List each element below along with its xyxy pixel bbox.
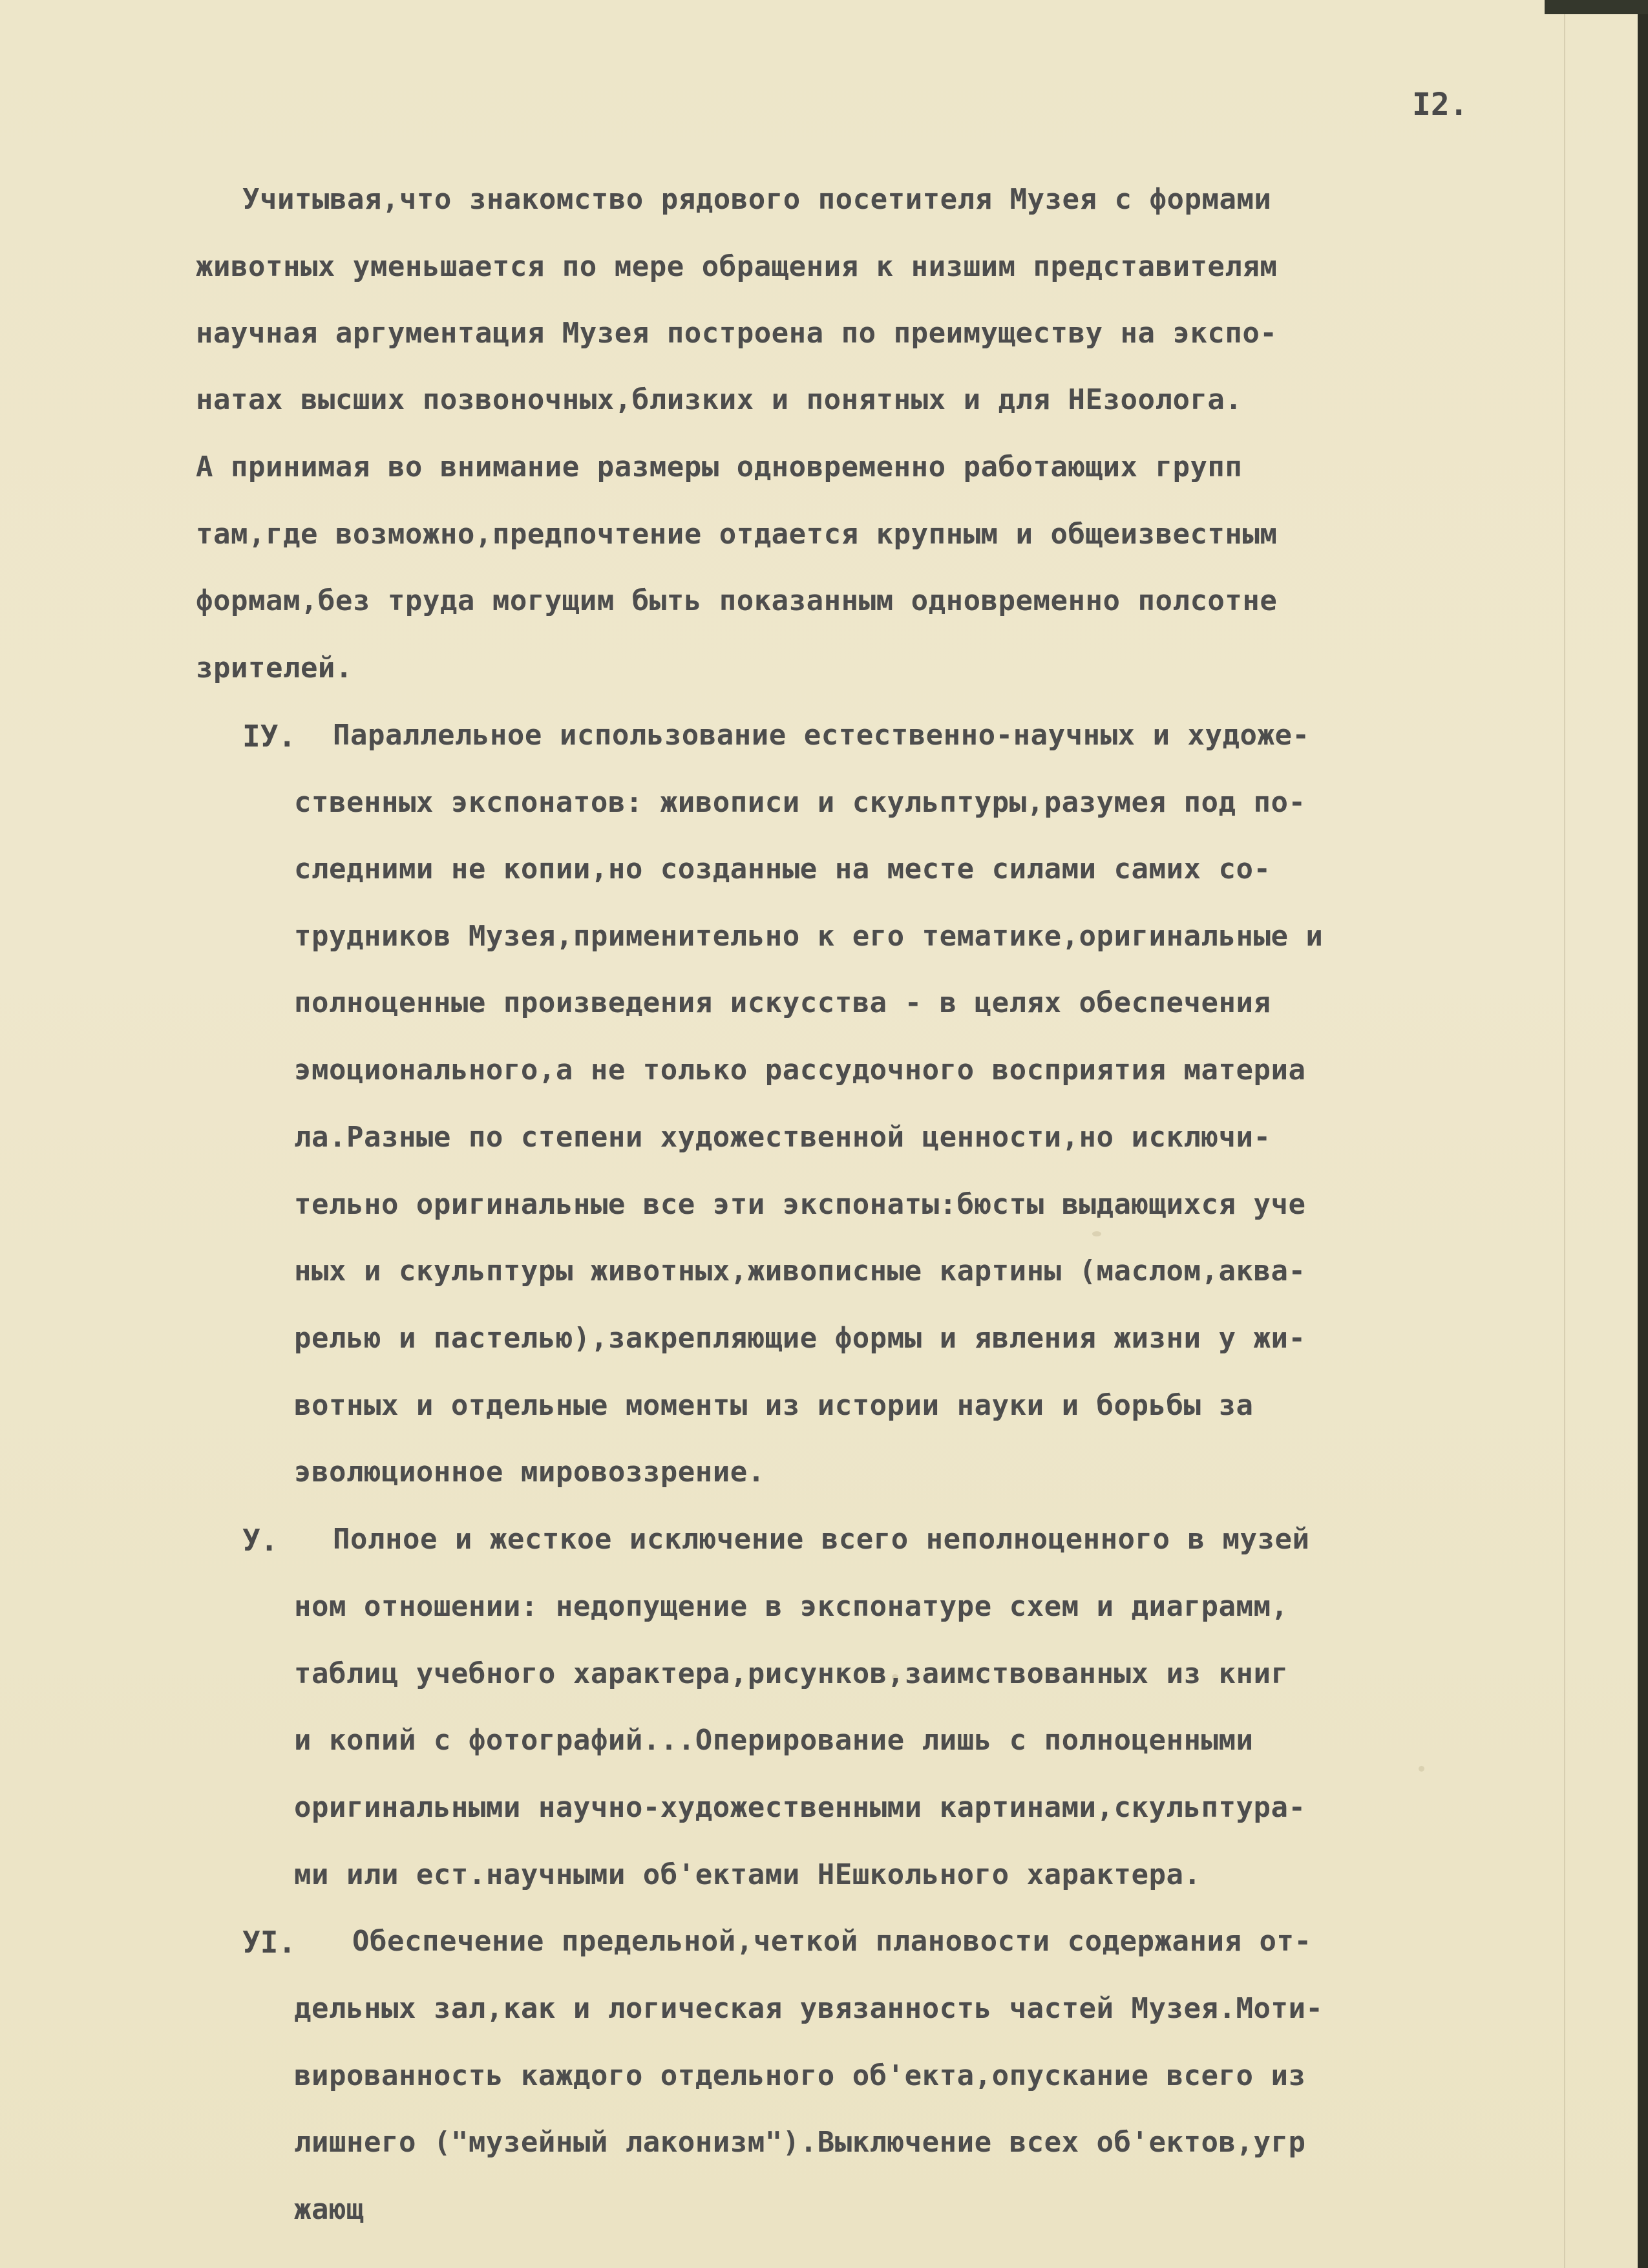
text-line: лишнего ("музейный лаконизм").Выключение всех об'ектов,угр [294, 2126, 1306, 2159]
text-line: ном отношении: недопущение в экспонатуре схем и диаграмм, [294, 1590, 1289, 1623]
text-line: ми или ест.научными об'ектами НЕшкольного характера. [294, 1858, 1201, 1891]
text-line: дельных зал,как и логическая увязанность частей Музея.Моти- [294, 1992, 1324, 2025]
text-line: и копий с фотографий...Оперирование лишь с полноценными [294, 1724, 1254, 1757]
text-line: ственных экспонатов: живописи и скульптуры,разумея под по- [294, 786, 1306, 819]
page-number: I2. [1412, 87, 1468, 123]
text-line: полноценные произведения искусства - в целях обеспечения [294, 986, 1271, 1019]
text-line: животных уменьшается по мере обращения к низшим представителям [196, 250, 1278, 283]
text-line: Параллельное использование естественно-научных и художе- [333, 719, 1310, 752]
text-line: Обеспечение предельной,четкой плановости содержания от- [352, 1925, 1312, 1958]
text-line: таблиц учебного характера,рисунков,заимствованных из книг [294, 1657, 1289, 1690]
text-line: эволюционное мировоззрение. [294, 1456, 765, 1489]
text-line: зрителей. [196, 652, 353, 684]
section-number: У. [242, 1523, 279, 1558]
text-line: вированность каждого отдельного об'екта,опускание всего из [294, 2059, 1306, 2092]
scan-edge-corner [1545, 0, 1648, 14]
text-line: Учитывая,что знакомство рядового посетителя Музея с формами [242, 183, 1272, 216]
text-line: Полное и жесткое исключение всего неполноценного в музей [333, 1523, 1310, 1556]
text-line: там,где возможно,предпочтение отдается крупным и общеизвестным [196, 518, 1278, 551]
text-line: А принимая во внимание размеры одновременно работающих групп [196, 450, 1243, 483]
text-line: трудников Музея,применительно к его тематике,оригинальные и [294, 920, 1324, 953]
text-line: следними не копии,но созданные на месте силами самих со- [294, 853, 1271, 885]
text-line: натах высших позвоночных,близких и понятных и для НЕзоолога. [196, 383, 1243, 416]
text-line: релью и пастелью),закрепляющие формы и явления жизни у жи- [294, 1322, 1306, 1355]
text-line: оригинальными научно-художественными картинами,скульптура- [294, 1791, 1306, 1824]
section-number: IУ. [242, 719, 297, 754]
paper-crease [1564, 0, 1565, 2268]
text-line: формам,без труда могущим быть показанным одновременно полсотне [196, 584, 1278, 617]
text-line: вотных и отдельные моменты из истории науки и борьбы за [294, 1389, 1254, 1422]
section-number: УI. [242, 1925, 297, 1960]
scan-edge [1638, 0, 1648, 2268]
text-line: ных и скульптуры животных,живописные картины (маслом,аква- [294, 1255, 1306, 1288]
text-line: научная аргументация Музея построена по преимуществу на экспо- [196, 317, 1278, 350]
text-line: ла.Разные по степени художественной ценности,но исключи- [294, 1121, 1271, 1154]
text-line: эмоционального,а не только рассудочного восприятия материа [294, 1054, 1306, 1086]
text-line: тельно оригинальные все эти экспонаты:бюсты выдающихся уче [294, 1188, 1306, 1221]
text-line: жающ [294, 2193, 364, 2226]
paper-spot [1419, 1766, 1424, 1772]
paper-spot [1092, 1231, 1101, 1236]
